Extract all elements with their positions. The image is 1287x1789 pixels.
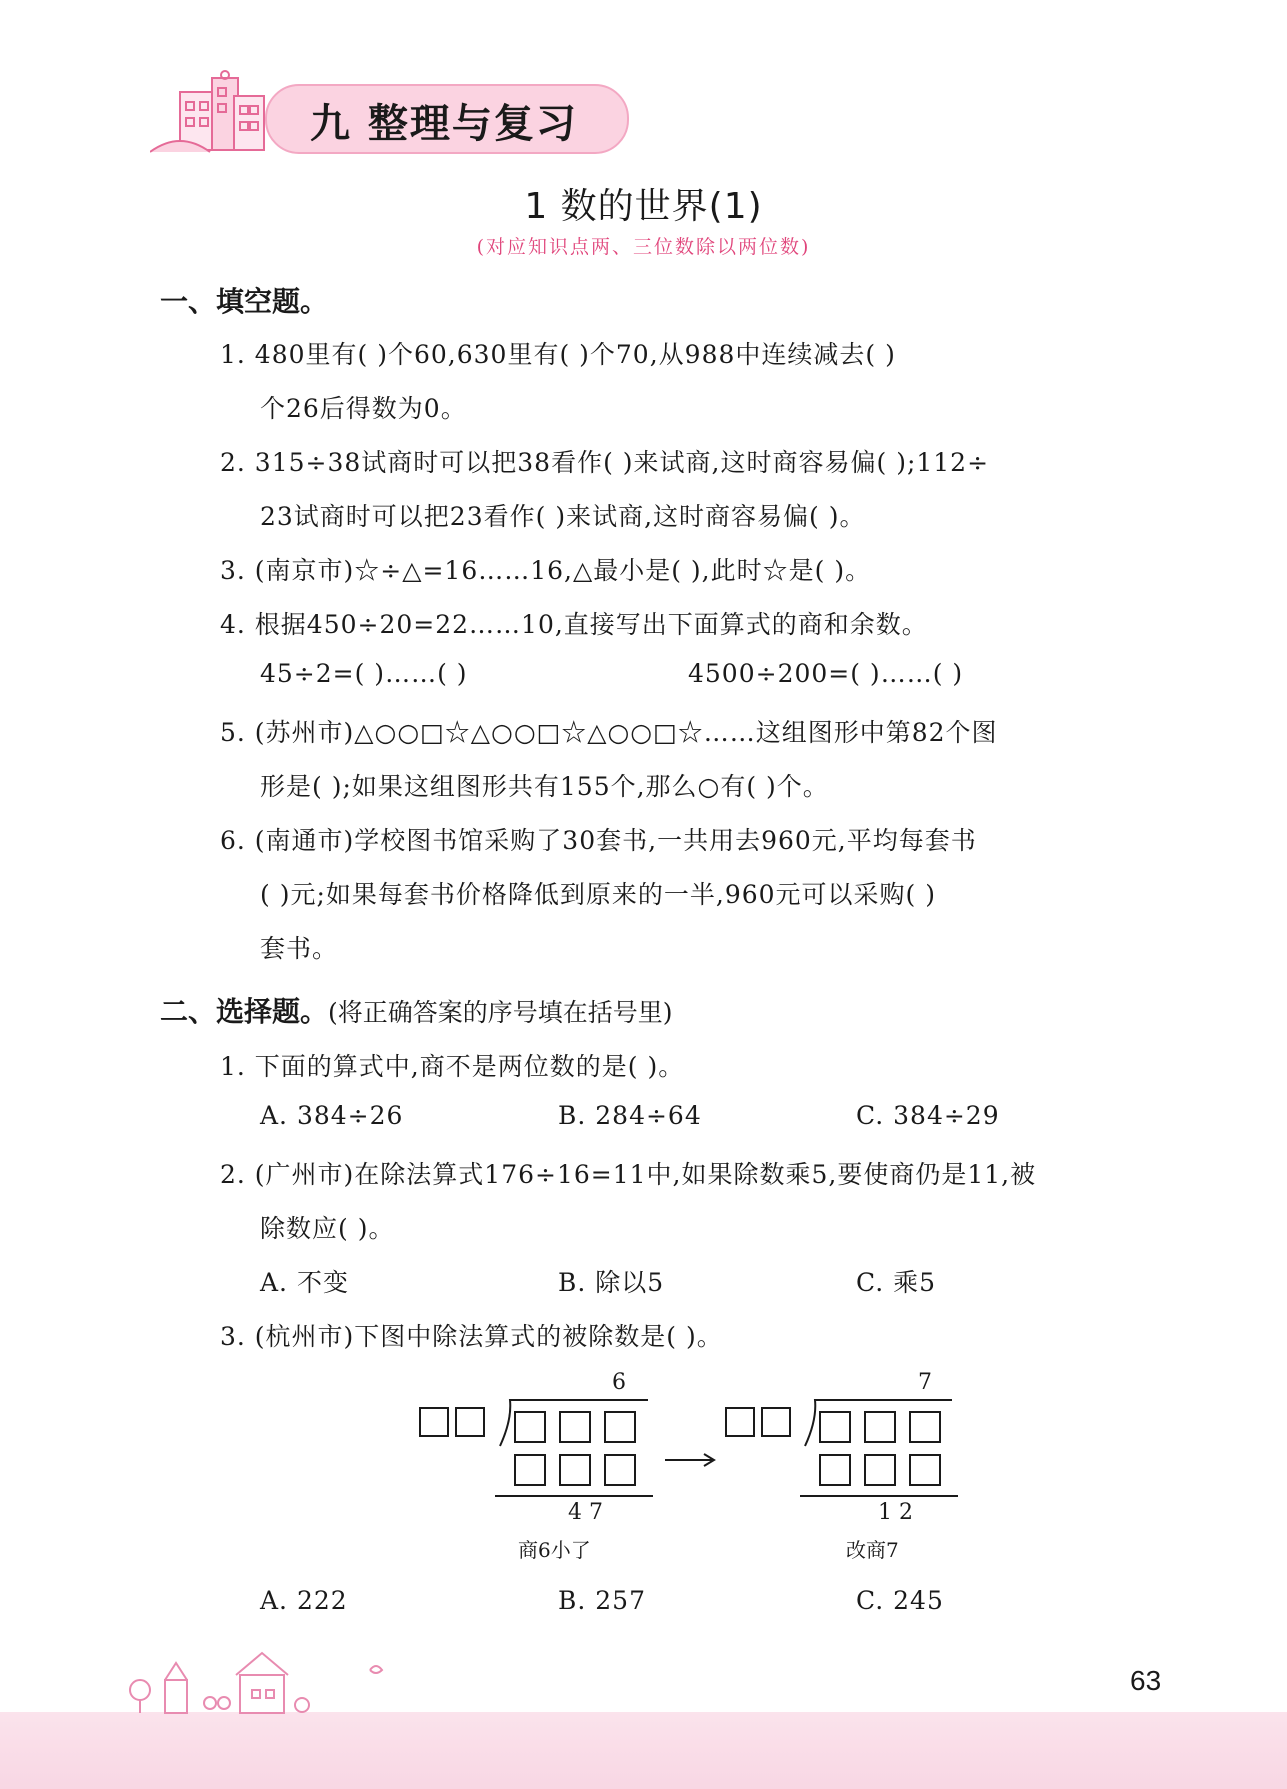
question-stem: 1. 下面的算式中,商不是两位数的是( )。 (220, 1052, 685, 1081)
section-heading-note: (将正确答案的序号填在括号里) (328, 998, 673, 1027)
section-heading-choice (160, 990, 673, 1030)
question-line: 4500÷200=( )……( ) (688, 659, 964, 688)
question-stem: 2. (广州市)在除法算式176÷16=11中,如果除数乘5,要使商仍是11,被 (220, 1160, 1037, 1189)
chapter-title: 九 整理与复习 (310, 101, 578, 147)
question-stem: 3. (杭州市)下图中除法算式的被除数是( )。 (220, 1322, 723, 1351)
section-heading-text: 二、选择题。 (160, 995, 329, 1028)
question-line: 2. 315÷38试商时可以把38看作( )来试商,这时商容易偏( );112÷ (220, 448, 990, 477)
question-line: ( )元;如果每套书价格降低到原来的一半,960元可以采购( ) (260, 880, 936, 909)
option-a: A. 不变 (260, 1268, 349, 1297)
option-a: A. 222 (260, 1586, 348, 1615)
page-number: 63 (1130, 1665, 1162, 1696)
question-line: 23试商时可以把23看作( )来试商,这时商容易偏( )。 (260, 502, 866, 531)
option-b: B. 284÷64 (558, 1101, 702, 1130)
question-line: 5. (苏州市)△○○□☆△○○□☆△○○□☆……这组图形中第82个图 (220, 718, 998, 747)
question-line: 个26后得数为0。 (260, 394, 467, 423)
option-c: C. 245 (856, 1586, 944, 1615)
question-stem: 除数应( )。 (260, 1214, 395, 1243)
left-caption: 商6小了 (518, 1538, 591, 1562)
question-line: 4. 根据450÷20=22……10,直接写出下面算式的商和余数。 (220, 610, 928, 639)
lesson-title: 1 数的世界(1) (524, 186, 763, 227)
division-diagram-graphic (400, 1360, 960, 1510)
section-heading-fill-in: 一、填空题。 (160, 285, 329, 318)
right-quotient: 7 (918, 1370, 932, 1395)
question-line: 3. (南京市)☆÷△=16……16,△最小是( ),此时☆是( )。 (220, 556, 872, 585)
question-line: 1. 480里有( )个60,630里有( )个70,从988中连续减去( ) (220, 340, 896, 369)
footer-band (0, 1712, 1287, 1789)
option-a: A. 384÷26 (260, 1101, 404, 1130)
question-line: 45÷2=( )……( ) (260, 659, 468, 688)
chapter-banner (150, 82, 630, 154)
left-quotient: 6 (612, 1370, 626, 1395)
question-line: 套书。 (260, 934, 339, 963)
lesson-subtitle: (对应知识点两、三位数除以两位数) (476, 236, 811, 258)
right-remainder: 1 2 (878, 1500, 913, 1525)
question-line: 6. (南通市)学校图书馆采购了30套书,一共用去960元,平均每套书 (220, 826, 977, 855)
option-b: B. 除以5 (558, 1268, 665, 1297)
question-line: 形是( );如果这组图形共有155个,那么○有( )个。 (260, 772, 829, 801)
option-b: B. 257 (558, 1586, 646, 1615)
option-c: C. 乘5 (856, 1268, 937, 1297)
town-doodle-icon (120, 1645, 420, 1715)
option-c: C. 384÷29 (856, 1101, 1000, 1130)
left-remainder: 4 7 (568, 1500, 603, 1525)
right-caption: 改商7 (846, 1538, 899, 1562)
